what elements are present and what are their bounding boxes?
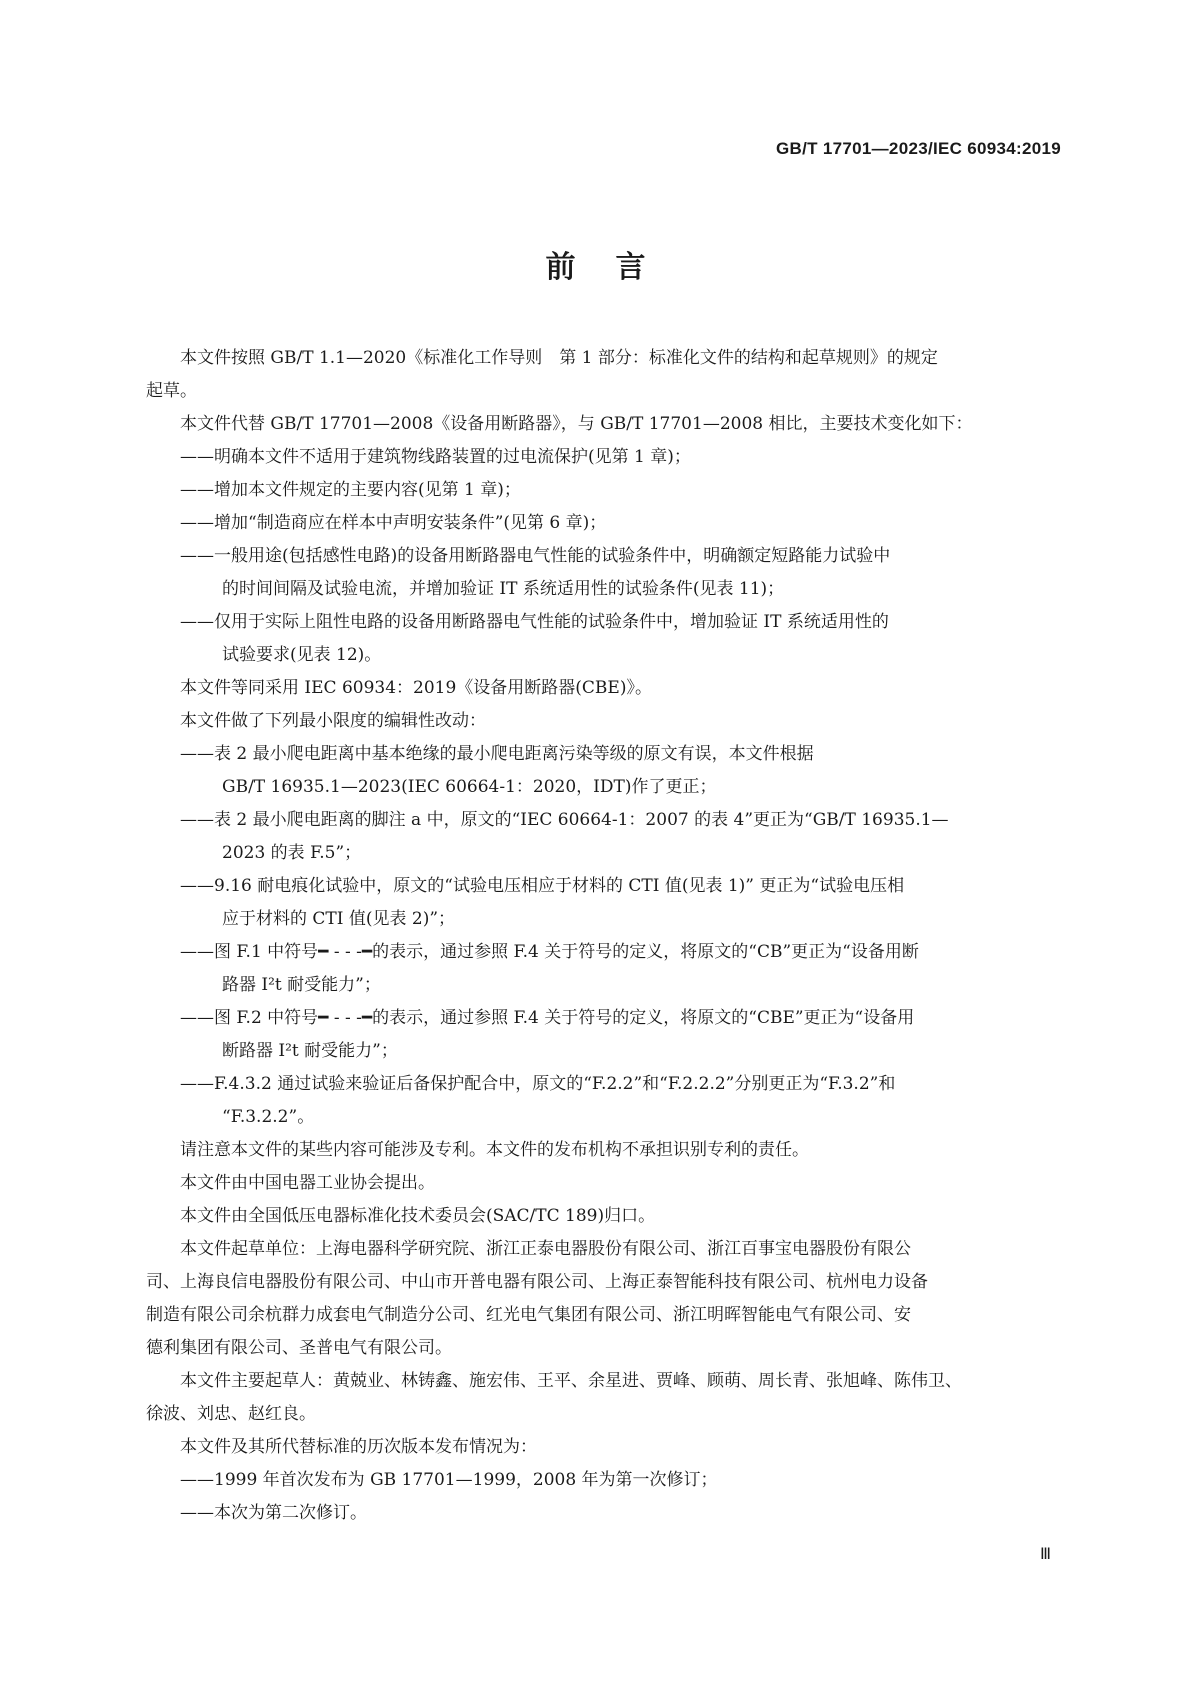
document-body	[146, 342, 1061, 1530]
paragraph	[146, 1431, 1061, 1464]
list-item	[146, 1497, 1061, 1530]
text-line: 德利集团有限公司、圣普电气有限公司。	[146, 1338, 452, 1358]
text-line: 司、上海良信电器股份有限公司、中山市开普电器有限公司、上海正泰智能科技有限公司、杭州电力设备	[146, 1272, 928, 1292]
text-line: 本文件代替 GB/T 17701—2008《设备用断路器》，与 GB/T 17701—2008 相比，主要技术变化如下：	[180, 414, 973, 434]
list-item	[146, 606, 1061, 672]
standard-code-header: GB/T 17701—2023/IEC 60934:2019	[776, 139, 1061, 158]
paragraph	[146, 1200, 1061, 1233]
paragraph	[146, 342, 1061, 408]
text-line: ——1999 年首次发布为 GB 17701—1999，2008 年为第一次修订；	[180, 1470, 718, 1490]
text-line: 路器 I²t 耐受能力”；	[222, 975, 381, 995]
list-item	[146, 804, 1061, 870]
text-line: “F.3.2.2”。	[222, 1107, 315, 1127]
text-line: ——图 F.2 中符号━ - - -━的表示，通过参照 F.4 关于符号的定义，将原文的“CBE”更正为“设备用	[180, 1008, 915, 1028]
text-line: 本文件起草单位：上海电器科学研究院、浙江正泰电器股份有限公司、浙江百事宝电器股份有限公	[180, 1239, 911, 1259]
list-item	[146, 540, 1061, 606]
text-line: 断路器 I²t 耐受能力”；	[222, 1041, 398, 1061]
text-line: ——图 F.1 中符号━ - - -━的表示，通过参照 F.4 关于符号的定义，将原文的“CB”更正为“设备用断	[180, 942, 919, 962]
list-item	[146, 870, 1061, 936]
text-line: 徐波、刘忠、赵红良。	[146, 1404, 316, 1424]
text-line: ——一般用途(包括感性电路)的设备用断路器电气性能的试验条件中，明确额定短路能力试验中	[180, 546, 891, 566]
list-item	[146, 474, 1061, 507]
text-line: 的时间间隔及试验电流，并增加验证 IT 系统适用性的试验条件(见表 11)；	[222, 579, 785, 599]
text-line: 应于材料的 CTI 值(见表 2)”；	[222, 909, 456, 929]
list-item	[146, 507, 1061, 540]
text-line: 本文件由中国电器工业协会提出。	[180, 1173, 435, 1193]
paragraph	[146, 1134, 1061, 1167]
text-line: ——仅用于实际上阻性电路的设备用断路器电气性能的试验条件中，增加验证 IT 系统适用性的	[180, 612, 889, 632]
text-line: 起草。	[146, 381, 197, 401]
paragraph	[146, 672, 1061, 705]
list-item	[146, 936, 1061, 1002]
text-line: 本文件按照 GB/T 1.1—2020《标准化工作导则 第 1 部分：标准化文件的结构和起草规则》的规定	[180, 348, 938, 368]
text-line: 本文件主要起草人：黄兢业、林铸鑫、施宏伟、王平、余星进、贾峰、顾萌、周长青、张旭峰、陈伟卫、	[180, 1371, 962, 1391]
text-line: ——本次为第二次修订。	[180, 1503, 367, 1523]
list-item	[146, 1068, 1061, 1134]
paragraph	[146, 1365, 1061, 1431]
text-line: ——F.4.3.2 通过试验来验证后备保护配合中，原文的“F.2.2”和“F.2.2.2”分别更正为“F.3.2”和	[180, 1074, 896, 1094]
text-line: GB/T 16935.1—2023(IEC 60664-1：2020，IDT)作了更正；	[222, 777, 717, 797]
text-line: ——表 2 最小爬电距离的脚注 a 中，原文的“IEC 60664-1：2007 的表 4”更正为“GB/T 16935.1—	[180, 810, 949, 830]
text-line: ——明确本文件不适用于建筑物线路装置的过电流保护(见第 1 章)；	[180, 447, 691, 467]
text-line: ——表 2 最小爬电距离中基本绝缘的最小爬电距离污染等级的原文有误，本文件根据	[180, 744, 814, 764]
paragraph	[146, 705, 1061, 738]
text-line: 本文件做了下列最小限度的编辑性改动：	[180, 711, 486, 731]
text-line: 请注意本文件的某些内容可能涉及专利。本文件的发布机构不承担识别专利的责任。	[180, 1140, 809, 1160]
text-line: ——9.16 耐电痕化试验中，原文的“试验电压相应于材料的 CTI 值(见表 1)” 更正为“试验电压相	[180, 876, 905, 896]
paragraph	[146, 408, 1061, 441]
list-item	[146, 1464, 1061, 1497]
list-item	[146, 738, 1061, 804]
page-title: 前言	[545, 250, 686, 285]
paragraph	[146, 1167, 1061, 1200]
text-line: 制造有限公司余杭群力成套电气制造分公司、红光电气集团有限公司、浙江明晖智能电气有限公司、安	[146, 1305, 911, 1325]
text-line: 2023 的表 F.5”；	[222, 843, 362, 863]
text-line: 本文件及其所代替标准的历次版本发布情况为：	[180, 1437, 537, 1457]
text-line: 本文件由全国低压电器标准化技术委员会(SAC/TC 189)归口。	[180, 1206, 656, 1226]
page-number: Ⅲ	[1039, 1546, 1051, 1563]
text-line: ——增加本文件规定的主要内容(见第 1 章)；	[180, 480, 521, 500]
paragraph	[146, 1233, 1061, 1365]
text-line: 试验要求(见表 12)。	[222, 645, 382, 665]
list-item	[146, 441, 1061, 474]
list-item	[146, 1002, 1061, 1068]
text-line: ——增加“制造商应在样本中声明安装条件”(见第 6 章)；	[180, 513, 607, 533]
text-line: 本文件等同采用 IEC 60934：2019《设备用断路器(CBE)》。	[180, 678, 652, 698]
